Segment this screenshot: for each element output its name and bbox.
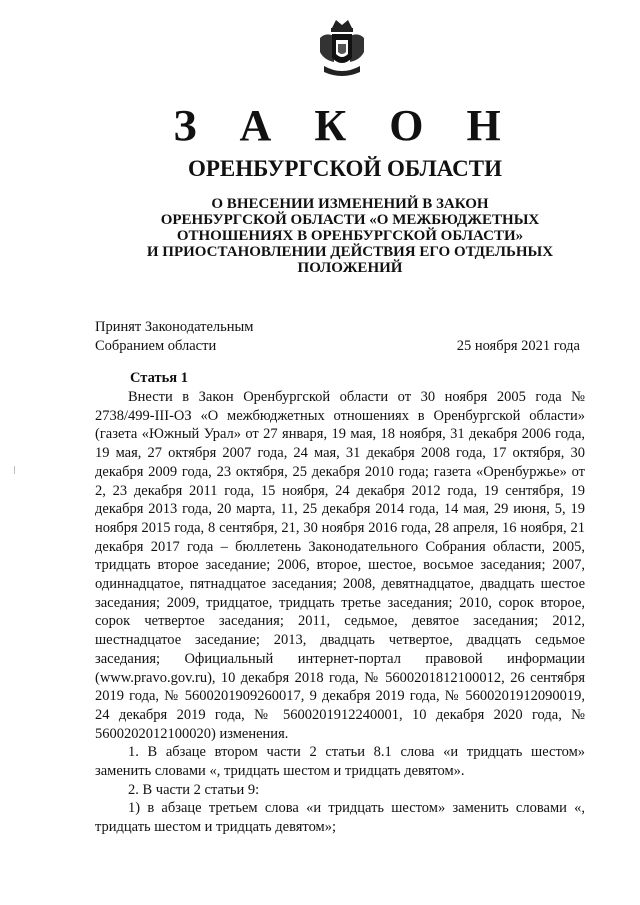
subtitle-line: ПОЛОЖЕНИЙ: [297, 260, 403, 276]
subtitle-line: ОТНОШЕНИЯХ В ОРЕНБУРГСКОЙ ОБЛАСТИ»: [176, 228, 524, 244]
region-title: ОРЕНБУРГСКОЙ ОБЛАСТИ: [187, 156, 503, 181]
coat-of-arms-icon: [316, 18, 368, 80]
adopted-line: Принят Законодательным: [95, 319, 254, 335]
subtitle-line: О ВНЕСЕНИИ ИЗМЕНЕНИЙ В ЗАКОН: [211, 196, 489, 212]
adoption-date: 25 ноября 2021 года: [456, 338, 580, 354]
margin-mark: [14, 466, 15, 474]
article-paragraph: Внести в Закон Оренбургской области от 30 ноября 2005 года № 2738/499-III-ОЗ «О межбюджетных отношениях в Оренбургской области» (газета «Южный Урал» от 27 января, 19 мая, 18 ноября, 31 декабря 2006 года, 19 мая, 27 октября 2007 года, 24 мая, 31 декабря 2008 года, 17 октября, 30 декабря 2009 года, 23 октября, 25 декабря 2010 года; газета «Оренбуржье» от 2, 23 декабря 2011 года, 15 ноября, 24 декабря 2012 года, 19 сентября, 19 декабря 2013 года, 20 марта, 11, 25 декабря 2014 года, 14 мая, 29 июня, 5, 19 ноября 2015 года, 8 сентября, 21, 30 ноября 2016 года, 28 апреля, 16 ноября, 21 декабря 2017 года – бюллетень Законодательного Собрания области, 2005, тридцать второе заседание; 2006, второе, шестое, восьмое заседания; 2007, одиннадцатое, пятнадцатое заседания; 2008, девятнадцатое, двадцать шестое заседания; 2009, тридцатое, тридцать третье заседания; 2010, сорок второе, сорок четвертое заседания; 2011, седьмое, девятое заседания; 2012, шестнадцатое заседание; 2013, двадцать четвертое, двадцать седьмое заседания; Официальный интернет-портал правовой информации (www.pravo.gov.ru), 10 декабря 2018 года, № 5600201812100012, 26 сентября 2019 года, № 5600201909260017, 9 декабря 2019 года, № 5600201912090019, 24 декабря 2019 года, № 5600201912240001, 10 декабря 2020 года, № 5600202012100020) изменения.: [95, 389, 585, 742]
article-body: [95, 388, 585, 837]
article-heading: Статья 1: [130, 370, 188, 386]
document-type-title: З А К О Н: [173, 101, 517, 150]
adopted-by: [95, 318, 253, 356]
article-paragraph: 2. В части 2 статьи 9:: [128, 781, 260, 798]
subtitle-line: И ПРИОСТАНОВЛЕНИИ ДЕЙСТВИЯ ЕГО ОТДЕЛЬНЫХ: [146, 244, 554, 260]
law-subtitle: [100, 196, 600, 276]
article-paragraph: 1) в абзаце третьем слова «и тридцать шестом» заменить словами «, тридцать шестом и тридцать девятом»;: [95, 800, 585, 836]
subtitle-line: ОРЕНБУРГСКОЙ ОБЛАСТИ «О МЕЖБЮДЖЕТНЫХ: [160, 212, 540, 228]
article-paragraph: 1. В абзаце втором части 2 статьи 8.1 слова «и тридцать шестом» заменить словами «, тридцать шестом и тридцать девятом».: [95, 744, 585, 780]
adopted-line: Собранием области: [95, 338, 217, 354]
